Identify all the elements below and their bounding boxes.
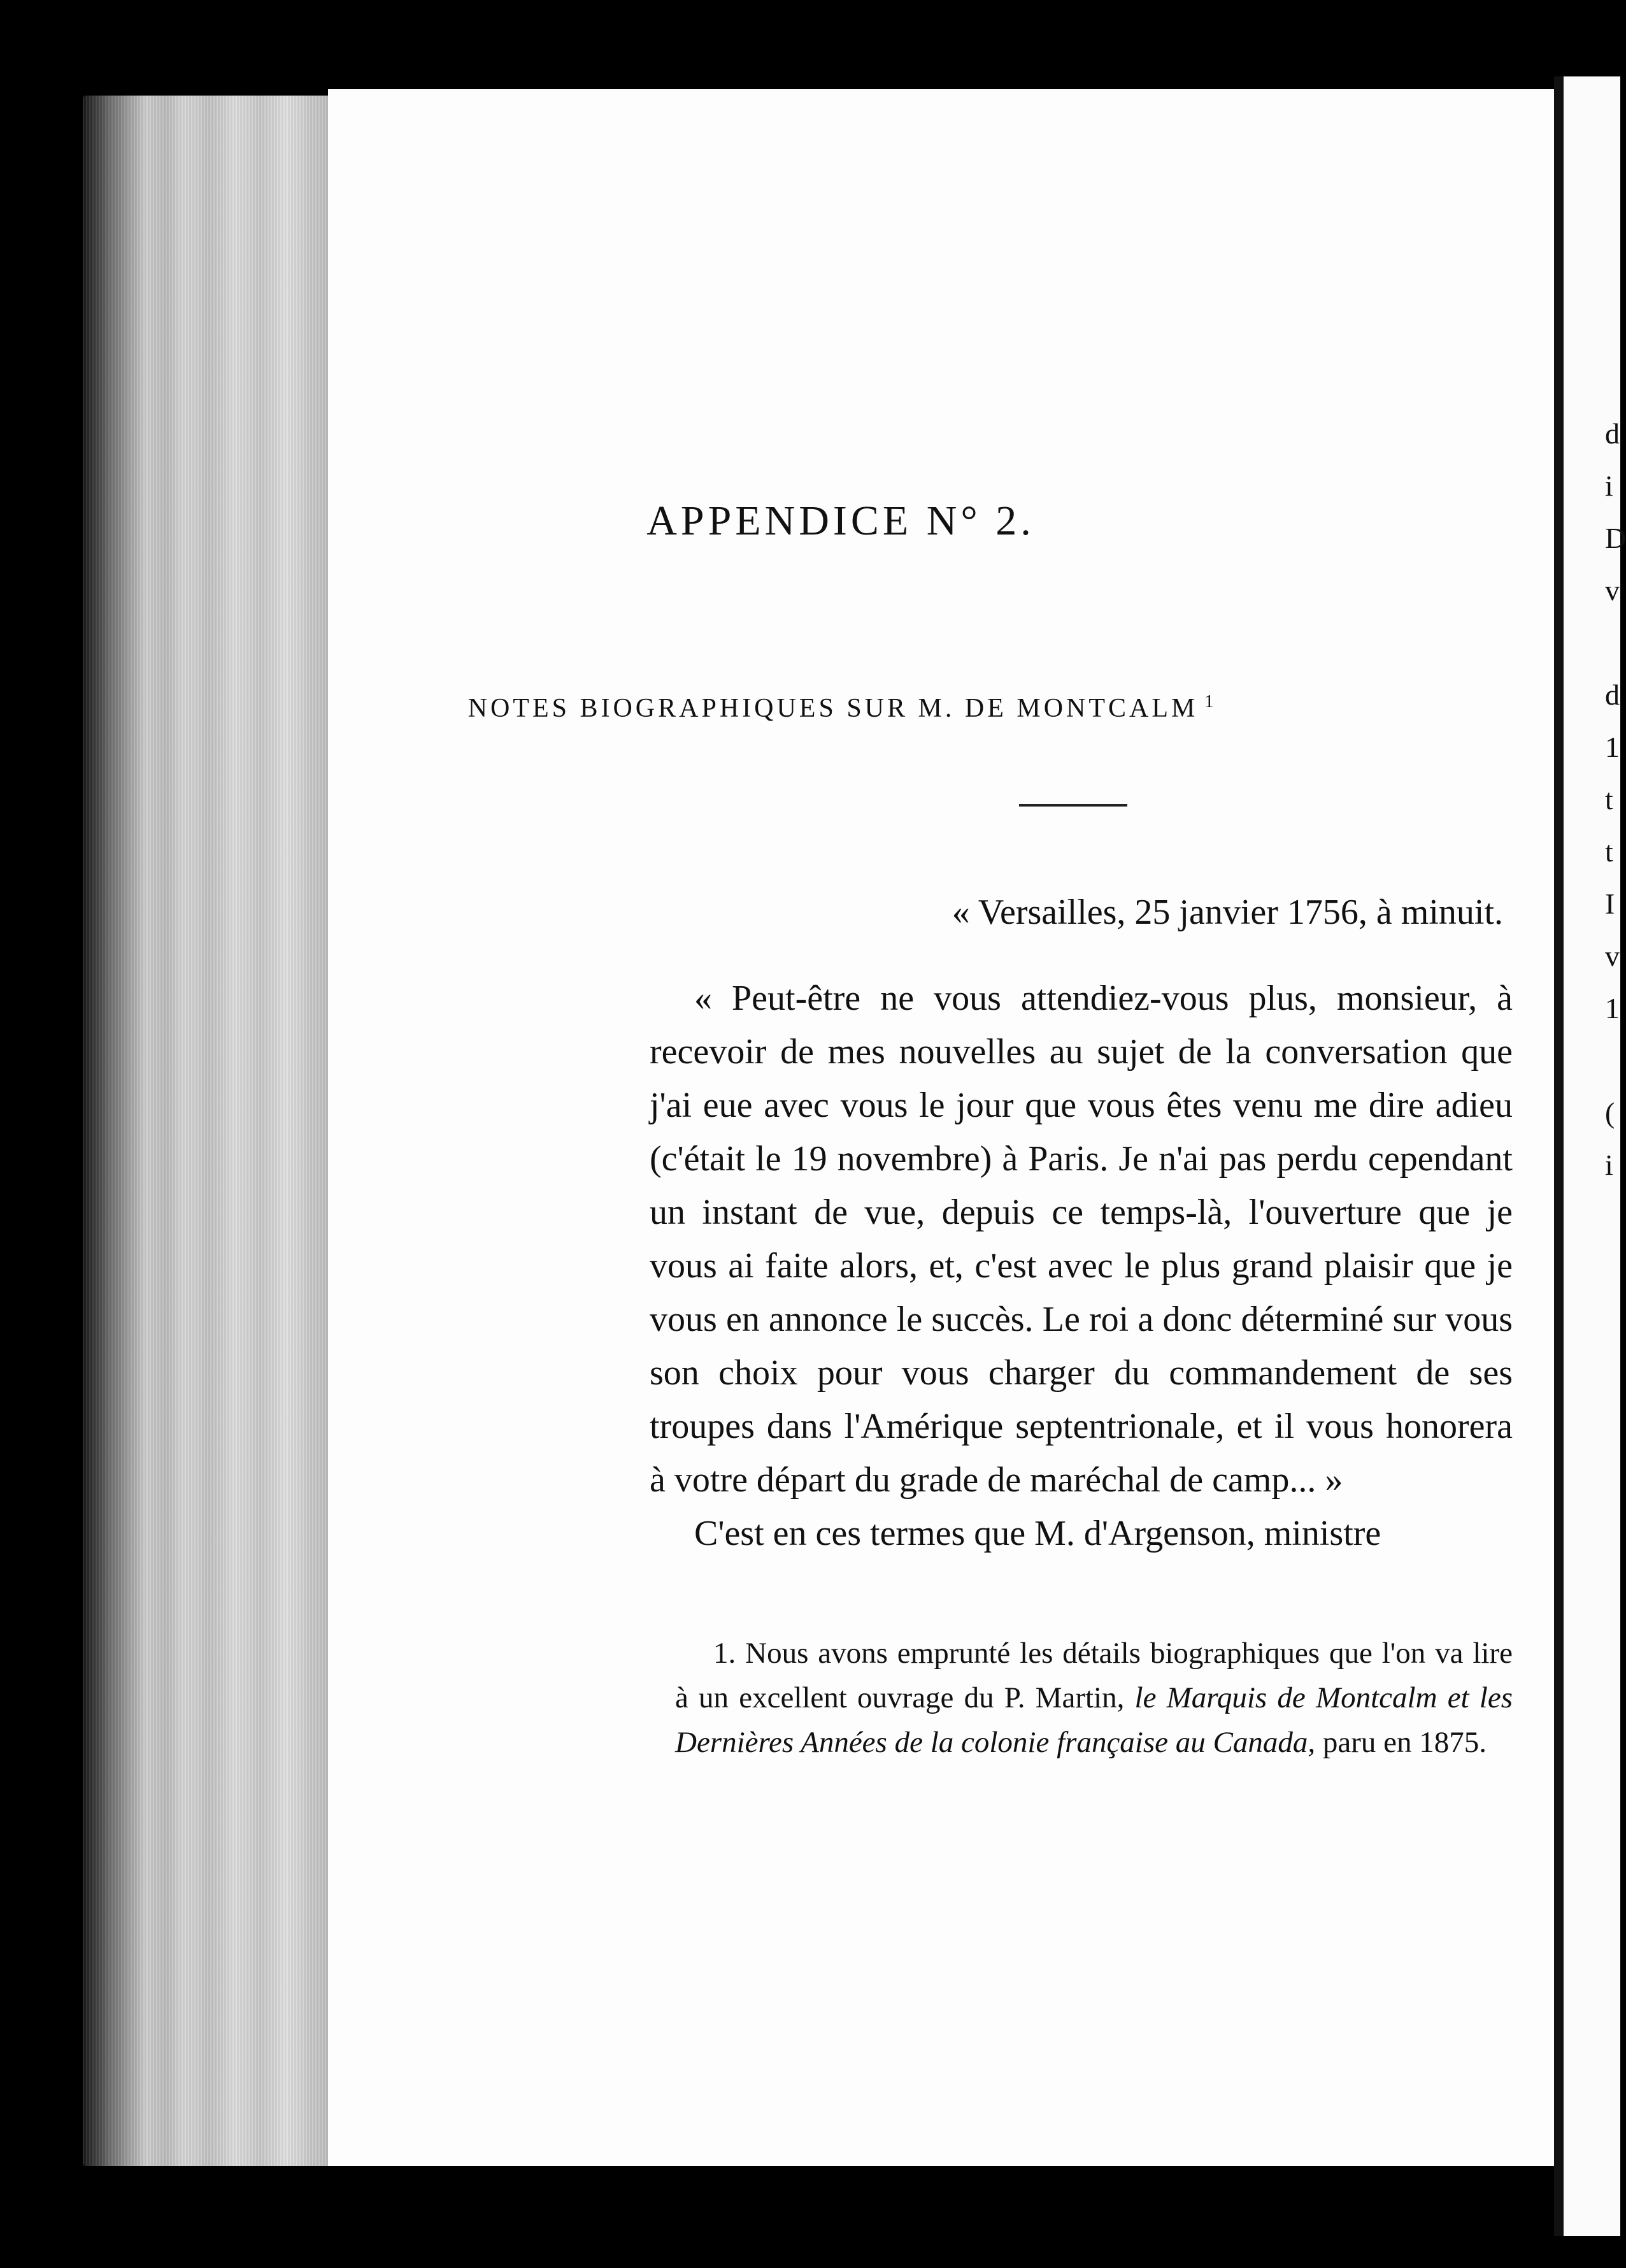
book-gutter — [1554, 76, 1564, 2236]
facing-page-letter — [1605, 1035, 1624, 1087]
facing-page-letter: d — [1605, 417, 1620, 450]
facing-page-letter: I — [1605, 887, 1615, 920]
footnote — [675, 1631, 1513, 1765]
facing-page-letter: t — [1605, 835, 1613, 868]
section-rule — [1019, 804, 1127, 807]
appendix-title: APPENDICE N° 2. — [646, 498, 1035, 544]
facing-page-letter: 1 — [1605, 731, 1620, 763]
facing-page-letter: 1 — [1605, 992, 1620, 1024]
footnote-text: Nous avons emprunté les détails biographiques que l'on va lire à un excellent ouvrage du P. Martin, — [675, 1637, 1513, 1714]
footnote-book-title: le Marquis de Montcalm et les Dernières Années de la colonie française au Canada, — [675, 1681, 1513, 1759]
section-subtitle — [344, 692, 1337, 724]
book-page-edges — [83, 96, 338, 2166]
facing-page-text — [1605, 408, 1624, 1191]
body-paragraph: C'est en ces termes que M. d'Argenson, ministre — [694, 1514, 1381, 1553]
letter-paragraph: « Peut-être ne vous attendiez-vous plus, monsieur, à recevoir de mes nouvelles au sujet de la conversation que j'ai eue avec vous le jour que vous êtes venu me dire adieu (c'était le 19 novembre) à Paris. Je n'ai pas perdu cependant un instant de vue, depuis ce temps-là, l'ouverture que je vous ai faite alors, et, c'est avec le plus grand plaisir que je vous en annonce le succès. Le roi a donc déterminé sur vous son choix pour vous charger du commandement de ses troupes dans l'Amérique septentrionale, et il vous honorera à votre départ du grade de maréchal de camp... » — [650, 979, 1513, 1500]
subtitle-text: NOTES BIOGRAPHIQUES SUR M. DE MONTCALM — [467, 694, 1199, 723]
letter-dateline: « Versailles, 25 janvier 1756, à minuit. — [952, 893, 1503, 932]
facing-page-letter: D — [1605, 522, 1626, 554]
facing-page-letter: v — [1605, 940, 1620, 972]
facing-page-letter — [1605, 617, 1624, 669]
facing-page-letter: v — [1605, 574, 1620, 606]
footnote-number: 1. — [713, 1637, 736, 1670]
footnote-marker: 1 — [1204, 692, 1214, 712]
facing-page-letter: t — [1605, 783, 1613, 815]
facing-page-letter: i — [1605, 470, 1613, 502]
body-text — [650, 972, 1513, 1560]
facing-page-letter: ( — [1605, 1096, 1615, 1129]
footnote-text-end: paru en 1875. — [1322, 1726, 1487, 1759]
facing-page-letter: d — [1605, 678, 1620, 711]
facing-page-letter: i — [1605, 1149, 1613, 1181]
